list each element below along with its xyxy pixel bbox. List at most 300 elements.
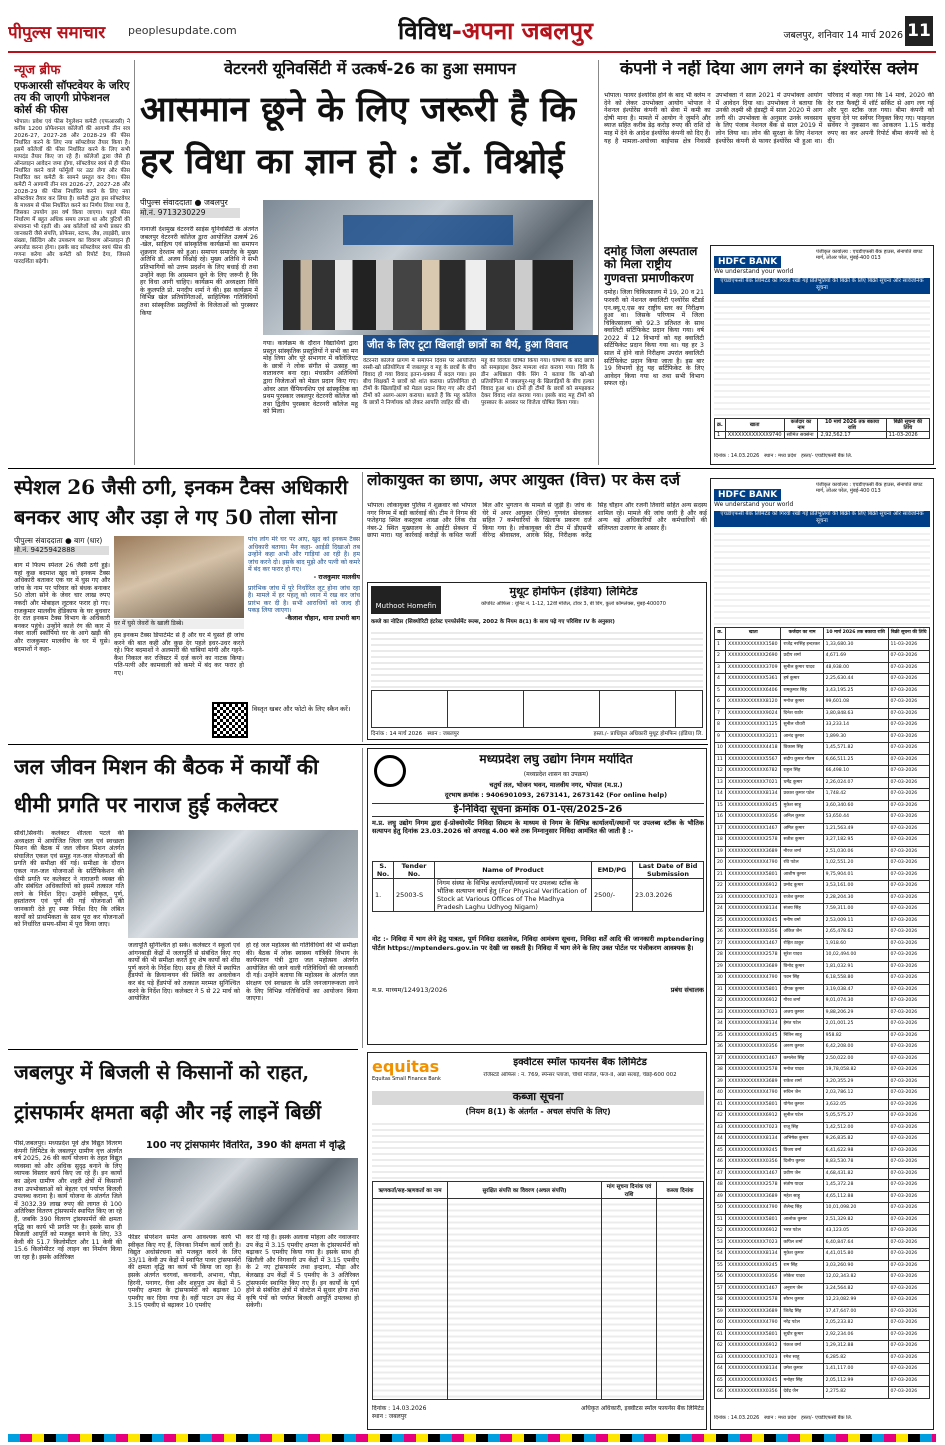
lead-headline: आसमान छूने के लिए जरूरी है कि हर विधा का ज्ञान हो : डॉ. विश्नोई: [140, 89, 577, 182]
table-cell: XXXXXXXXXXXX9245: [726, 1030, 781, 1042]
table-cell: 27: [715, 938, 726, 950]
insurance-body: भोपाल। फायर इंश्योरेंस होने के बाद भी क्लेम न देने को लेकर उपभोक्ता आयोग भोपाल ने नेशनल इंश्योरेंस कंपनी को सेवा में कमी का दोषी माना है। मामले में आयोग ने जुर्माने और ब्याज सहित करीब डेढ़ करोड़ रुपए की राशि दो माह में देने के आदेश इंश्योरेंस कंपनी को दिए हैं। यह है मामला-अयोध्या बाईपास क्षेत्र निवासी उपभोक्ता ने साल 2021 में उपभोक्ता आयोग में आवेदन दिया था। उपभोक्ता ने बताया कि उनकी लक्ष्मी श्री इंडस्ट्री में साल 2020 में आग लगी थी। उपभोक्ता के अनुसार उनके व्यवसाय के लिए पंजाब नेशनल बैंक से साल 2019 में लोन लिया था। लोन की सुरक्षा के लिए नेशनल इंश्योरेंस कंपनी से फायर इंश्योरेंस भी हुआ था। परिवाद में कहा गया कि 14 मार्च, 2020 की देर रात फैक्ट्री में शॉर्ट सर्किट से आग लग गई और पूरा स्टॉक जल गया। बीमा कंपनी को सूचना देने पर सर्वेयर नियुक्त किए गए। फाइनल सर्वेयर ने नुकसान का आकलन 1.15 करोड़ रुपए का कर अपनी रिपोर्ट बीमा कंपनी को दे दी।: [604, 92, 934, 145]
hdfc-body-1: [714, 296, 930, 416]
table-cell: 1,41,117.00: [823, 1364, 888, 1376]
hdfc2-h2: कर्जदार का नाम: [781, 628, 823, 640]
table-cell: 7,59,311.00: [823, 904, 888, 916]
electricity-headline: जबलपुर में बिजली से किसानों को राहत, ट्रांसफार्मर क्षमता बढ़ी और नई लाइनें बिछीं: [14, 1060, 322, 1124]
table-row: [715, 1329, 930, 1341]
table-cell: XXXXXXXXXXXX3211: [726, 731, 781, 743]
table-cell: 07-03-2026: [888, 881, 930, 893]
table-cell: XXXXXXXXXXXX1467: [726, 938, 781, 950]
table-cell: सुरेश यादव: [781, 950, 823, 962]
table-cell: XXXXXXXXXXXX2578: [726, 950, 781, 962]
water-body-3: हो रहे जल महोत्सव की गतिविधियों की भी समीक्षा की। बैठक में लोक स्वास्थ्य यांत्रिकी विभाग के कार्यपालन यंत्री द्वारा जल महोत्सव अंतर्गत आयोजित की जाने वाली गतिविधियों की जानकारी दी गई। उन्होंने बताया कि महोत्सव के अंतर्गत जल संरक्षण एवं स्वच्छता के प्रति जनजागरूकता लाने के लिए विभिन्न गतिविधियों का आयोजन किया जाएगा।: [246, 942, 358, 1003]
lead-body-2: गया। कार्यक्रम के दौरान विद्यार्थियों द्वारा प्रस्तुत सांस्कृतिक प्रस्तुतियों ने सभी का मन मोह लिया और पूरे सभागार में कॉलेजिएट के छात्रों ने लोक संगीत से उत्साह का वातावरण बना रहा। मंचासीन अतिथियों द्वारा विजेताओं को मेडल प्रदान किए गए। ओवर आल चैंपियनशिप एवं सांस्कृतिक का प्रथम पुरस्कार जबलपुर वेटरनरी कॉलेज को तथा द्वितीय पुरस्कार वेटरनरी कॉलेज महू को मिला।: [263, 340, 358, 416]
page-number: 11: [905, 16, 933, 46]
mplun-tender: [367, 748, 707, 1045]
table-cell: रोहित ठाकुर: [781, 938, 823, 950]
table-cell: 60: [715, 1318, 726, 1330]
table-row: [715, 731, 930, 743]
equitas-h2: मांग सूचना दिनांक एवं राशि: [602, 1182, 657, 1199]
table-cell: प्रदीप शर्मा: [781, 651, 823, 663]
table-cell: 50: [715, 1203, 726, 1215]
table-cell: 13: [715, 777, 726, 789]
table-cell: 63: [715, 1352, 726, 1364]
table-row: [715, 1053, 930, 1065]
table-row: [715, 697, 930, 709]
table-cell: 07-03-2026: [888, 651, 930, 663]
table-row: [715, 1318, 930, 1330]
table-cell: 07-03-2026: [888, 1306, 930, 1318]
table-row: [715, 1191, 930, 1203]
section-rule-3: [8, 1049, 358, 1050]
table-cell: संतोष यादव: [781, 1180, 823, 1192]
table-cell: 07-03-2026: [888, 950, 930, 962]
table-cell: 07-03-2026: [888, 1352, 930, 1364]
table-cell: नीरज शर्मा: [781, 846, 823, 858]
lead-sub-body-1: वेटरनरी कॉलेज प्रांगण में समापन दिवस पर आयोजित रस्सी-खो प्रतियोगिता में जबलपुर व महू के छात्रों के बीच विवाद हो गया विवाद इतना-धक्का में बदल गया। इस बीच शिक्षकों ने छात्रों को शांत कराया। प्रतियोगिता दो टीमों के खिलाड़ियों को मेडल प्रदान किए गए और दोनों टीमों को अलग-अलग कराया। बताते हैं कि महू कॉलेज के छात्रों ने निर्णायक को लेकर आपत्ति जाहिर की थी।: [363, 358, 476, 406]
mplun-sub: (मध्यप्रदेश शासन का उपक्रम): [523, 771, 589, 778]
table-cell: 33: [715, 1007, 726, 1019]
equitas-h3: कब्जा दिनांक: [657, 1182, 704, 1199]
table-cell: 07-03-2026: [888, 754, 930, 766]
table-cell: 52: [715, 1226, 726, 1238]
table-cell: 07-03-2026: [888, 996, 930, 1008]
table-cell: 41: [715, 1099, 726, 1111]
table-row: [715, 1076, 930, 1088]
table-cell: 07-03-2026: [888, 731, 930, 743]
fraud-body-2: हम इनकम टैक्स डिपार्टमेंट से है और घर में घुसते ही जांच करने की बात कही और कुछ देर पहले इधर-उधर करते रहे। फिर बदमाशों ने अलमारी की चाबियां मांगी और गहने-कैश निकाल कर रजिस्टर में दर्ज करने का नाटक किया। पति-पत्नी और कामवाली को कमरे में बंद कर फरार हो गए।: [114, 632, 244, 677]
hdfc-notice-1: [710, 245, 934, 465]
table-cell: 17: [715, 823, 726, 835]
table-cell: राजू सिंह: [781, 1122, 823, 1134]
table-cell: XXXXXXXXXXXX9245: [726, 800, 781, 812]
equitas-title: इक्वीटस स्मॉल फायनेंस बैंक लिमिटेड: [513, 1057, 647, 1068]
equitas-logo: [372, 1057, 452, 1087]
site-url[interactable]: peoplesupdate.com: [128, 24, 237, 37]
table-cell: महेश साहू: [781, 1191, 823, 1203]
hdfc-body-2: [714, 529, 930, 625]
table-cell: XXXXXXXXXXXX5801: [726, 1099, 781, 1111]
table-cell: 28: [715, 950, 726, 962]
table-cell: दिलीप कुमार: [781, 1157, 823, 1169]
table-cell: मनोज यादव: [781, 1065, 823, 1077]
table-cell: गौरव शर्मा: [781, 996, 823, 1008]
table-row: [715, 1180, 930, 1192]
table-cell: 2,03,786.12: [823, 1088, 888, 1100]
table-cell: XXXXXXXXXXXX2578: [726, 1295, 781, 1307]
table-cell: XXXXXXXXXXXX6912: [726, 1111, 781, 1123]
table-cell: 3,632.05: [823, 1099, 888, 1111]
table-cell: 2,53,009.11: [823, 915, 888, 927]
table-cell: XXXXXXXXXXXX9245: [726, 1260, 781, 1272]
table-row: [715, 766, 930, 778]
stage-banner: [343, 215, 513, 245]
table-cell: 1,899.30: [823, 731, 888, 743]
table-cell: 6,285.82: [823, 1352, 888, 1364]
table-cell: 62: [715, 1341, 726, 1353]
table-cell: पवन सिंह: [781, 973, 823, 985]
hdfc-address-1: पंजीकृत कार्यालय : एचडीएफसी बैंक हाउस, सेनापति बापट मार्ग, लोअर परेल, मुंबई-400 013: [816, 249, 923, 261]
table-cell: 45: [715, 1145, 726, 1157]
table-row: [715, 869, 930, 881]
table-cell: 26: [715, 927, 726, 939]
masthead: [8, 14, 938, 54]
table-row: [715, 1088, 930, 1100]
table-row: [715, 1157, 930, 1169]
hdfc2-h3: 10 मार्च 2026 तक बकाया राशि: [823, 628, 888, 640]
table-cell: 07-03-2026: [888, 835, 930, 847]
table-cell: 25003-S: [394, 879, 435, 912]
table-cell: दिनेश राठौर: [781, 708, 823, 720]
section-sub: -अपना जबलपुर: [451, 17, 593, 45]
table-row: [715, 1352, 930, 1364]
table-row: [715, 984, 930, 996]
table-cell: XXXXXXXXXXXX7021: [726, 777, 781, 789]
table-cell: 14: [715, 789, 726, 801]
table-row: [715, 927, 930, 939]
table-cell: आशीष कुमार: [781, 869, 823, 881]
table-cell: 9,75,904.01: [823, 869, 888, 881]
table-row: [715, 432, 930, 439]
mplun-h4: Last Date of Bid Submission: [633, 862, 704, 879]
table-cell: XXXXXXXXXXXX1125: [726, 720, 781, 732]
brief-body: भोपाल। प्रवेश एवं फीस रेगुलेशन कमेटी (एफआरसी) ने करीब 1200 प्रोफेशनल कॉलेजों की आगामी तीन सत्र 2026-27, 2027-28 और 2028-29 की फीस निर्धारित करने के लिए नया सॉफ्टवेयर तैयार किया है। इसमें कॉलेजों की फीस निर्धारित करने के लिए सभी मापदंड तैयार किए जा रहे हैं। कॉलेजों द्वारा जैसे ही ऑनलाइन आवेदन जमा होगा, सॉफ्टवेयर स्वयं से ही फीस निर्धारित करने वाले फॉर्मूलों पर उठा लेगा और फीस निर्धारित कर कमेटी के सामने प्रस्तुत कर देगा। फीस कमेटी ने आगामी तीन सत्र 2026-27, 2027-28 और 2028-29 की फीस निर्धारित करने के लिए नया सॉफ्टवेयर तैयार कर लिया है। कमेटी द्वारा इस सॉफ्टवेयर के माध्यम से फीस निर्धारित करने का निर्णय लिया गया है, जिसका उपयोग इस वर्ष किया जाएगा। पहले फीस निर्धारण में बहुत अधिक समय लगता था और त्रुटियों की संभावना भी रहती थी। अब कॉलेजों को सभी प्रकार की जानकारी जैसे संपत्ति, प्रोफेसर, स्टाफ, लैब, लाइब्रेरी, छात्र संख्या, बिल्डिंग और उपकरण का विवरण ऑनलाइन ही अपलोड करना होगा। इसके बाद सॉफ्टवेयर स्वयं फीस की गणना करेगा और कमेटी को रिपोर्ट देगा, जिससे पारदर्शिता बढ़ेगी।: [14, 119, 130, 266]
table-row: [715, 789, 930, 801]
table-row: [715, 639, 930, 651]
table-cell: 9,88,206.29: [823, 1007, 888, 1019]
table-cell: XXXXXXXXXXXX6912: [726, 1226, 781, 1238]
table-row: [373, 879, 704, 912]
section-main: विविध: [398, 17, 452, 45]
fraud-bullet-1: पांच लोग मेरे घर पर आए, खुद को इनकम टैक्स अधिकारी बताया। मैन कहा- आईडी दिखाओ तब उन्होंने कहा अभी और गाड़ियां आ रही है। हम जांच करने दो। इसके बाद मुझे और पत्नी को कमरे में बंद कर फरार हो गए।: [248, 536, 360, 574]
mplun-h0: S. No.: [373, 862, 394, 879]
table-cell: 12,02,343.82: [823, 1272, 888, 1284]
col-rule-4: [362, 748, 363, 1048]
table-cell: 56: [715, 1272, 726, 1284]
table-cell: 16: [715, 812, 726, 824]
table-cell: 07-03-2026: [888, 938, 930, 950]
table-row: [715, 1168, 930, 1180]
table-cell: 1,42,512.00: [823, 1122, 888, 1134]
table-row: [715, 892, 930, 904]
table-cell: देवेंद्र जैन: [781, 1387, 823, 1399]
table-cell: 07-03-2026: [888, 789, 930, 801]
table-cell: लोकेश यादव: [781, 1272, 823, 1284]
equitas-place: स्थान : जबलपुर: [372, 1413, 407, 1420]
table-cell: 19,78,058.82: [823, 1065, 888, 1077]
table-cell: राजेंद्र नरसिंह इन्दरकर: [781, 639, 823, 651]
table-cell: 07-03-2026: [888, 823, 930, 835]
table-cell: 22: [715, 881, 726, 893]
hdfc-tagline-1: We understand your world: [714, 268, 794, 275]
table-row: [715, 1260, 930, 1272]
table-row: [715, 1341, 930, 1353]
dateline: जबलपुर, शनिवार 14 मार्च 2026: [783, 30, 903, 41]
lead-byline: पीपुल्स संवाददाता: [140, 198, 192, 207]
table-cell: 07-03-2026: [888, 1099, 930, 1111]
hdfc1-place: स्थान : मध्य प्रदेश: [764, 453, 797, 459]
fraud-photo: [114, 536, 244, 618]
table-cell: XXXXXXXXXXXX0356: [726, 1387, 781, 1399]
masthead-rule: [8, 51, 936, 53]
equitas-notice: [367, 1052, 707, 1430]
fraud-byline-box: पीपुल्स संवाददाता ● बाग (धार) मो.नं. 9425942888: [14, 536, 154, 560]
hdfc1-h0: क्र.: [715, 419, 726, 432]
table-cell: 6,42,208.00: [823, 1042, 888, 1054]
table-cell: 21: [715, 869, 726, 881]
table-cell: 4,68,431.82: [823, 1168, 888, 1180]
table-cell: 07-03-2026: [888, 1191, 930, 1203]
water-body-1: सीधी,सिवनी। कलेक्टर शीतला पटले की अध्यक्षता में आयोजित जिला जल एवं स्वच्छता मिशन की बैठक में जल जीवन मिशन अंतर्गत संचालित एकल एवं समूह नल-जल योजनाओं की प्रगति की समीक्षा की गई। समीक्षा के दौरान एकल नल-जल योजनाओं के सर्टिफिकेशन की धीमी प्रगति पर कलेक्टर ने नाराजगी व्यक्त की और संबंधित अधिकारियों को इसमें तत्काल गति लाने के निर्देश दिए। उन्होंने स्वीकृत, पूर्ण, हस्तांतरण एवं पूर्ण की गई योजनाओं की जानकारी देते हुए स्पष्ट निर्देश दिए कि लंबित कार्यों को प्राथमिकता के साथ पूरा कर योजनाओं को निर्धारित समय-सीमा में पूरा किया जाए।: [14, 830, 124, 929]
table-row: [715, 1295, 930, 1307]
section-title: [398, 14, 618, 48]
table-cell: अंकित जैन: [781, 927, 823, 939]
table-cell: अमित कुमार: [781, 823, 823, 835]
fraud-mobile: मो.नं. 9425942888: [14, 546, 109, 555]
table-cell: 31: [715, 984, 726, 996]
table-cell: XXXXXXXXXXXX3689: [726, 1306, 781, 1318]
hdfc2-place: स्थान : मध्य प्रदेश: [764, 1415, 797, 1421]
table-cell: XXXXXXXXXXXX3689: [726, 1191, 781, 1203]
table-cell: शैलेन्द्र सिंह: [781, 1203, 823, 1215]
hdfc-notice-title-1: एचडीएफसी बैंक लिमिटेड को गिरवी रखी गई प्रतिभूतियों की बिक्री के लिए बिक्री सूचना और सार्वजनिक सूचना: [714, 278, 930, 294]
table-cell: मनोज कुमार: [781, 697, 823, 709]
table-cell: XXXXXXXXXXXX5801: [726, 869, 781, 881]
table-cell: 29: [715, 961, 726, 973]
table-cell: विजय वर्मा: [781, 1145, 823, 1157]
hdfc2-h1: खाता: [726, 628, 781, 640]
table-row: [715, 651, 930, 663]
table-cell: 3,53,161.00: [823, 881, 888, 893]
qr-code[interactable]: [212, 702, 248, 738]
hdfc2-h4: बिक्री सूचना की तिथि: [888, 628, 930, 640]
people-row: [283, 260, 573, 330]
table-cell: 958.82: [823, 1030, 888, 1042]
table-cell: 2,275.82: [823, 1387, 888, 1399]
muthoot-place: स्थान : जबलपुर: [427, 731, 460, 737]
table-cell: अनिल कुमार: [781, 812, 823, 824]
table-cell: 57: [715, 1283, 726, 1295]
table-cell: 6: [715, 697, 726, 709]
table-row: [715, 1030, 930, 1042]
lead-photo: [263, 200, 593, 335]
hdfc1-h4: बिक्री सूचना की तिथि: [886, 419, 929, 432]
table-cell: विकास सिंह: [781, 743, 823, 755]
mplun-ref: म.प्र. माध्यम/124913/2026: [372, 986, 448, 994]
table-cell: 44: [715, 1134, 726, 1146]
table-cell: 07-03-2026: [888, 1145, 930, 1157]
table-cell: 1,21,563.49: [823, 823, 888, 835]
table-cell: 43,123.05: [823, 1226, 888, 1238]
table-cell: 47: [715, 1168, 726, 1180]
equitas-brand: equitas: [372, 1057, 440, 1076]
table-cell: 1,45,571.82: [823, 743, 888, 755]
table-cell: XXXXXXXXXXXX9740: [725, 432, 784, 439]
table-cell: 07-03-2026: [888, 1053, 930, 1065]
table-cell: 07-03-2026: [888, 812, 930, 824]
table-cell: [657, 1199, 704, 1400]
insurance-headline: कंपनी ने नहीं दिया आग लगने का इंश्योरेंस क्लेम: [619, 60, 919, 79]
mplun-note: नोट :- निविदा में भाग लेने हेतु पात्रता, पूर्ण निविदा दस्तावेज, निविदा आमंत्रण सूचना, निविदा शर्तें आदि की जानकारी mptendering पोर्टल https://mptenders.gov.in पर देखी जा सकती है। निविदा में भाग लेने के लिए उक्त पोर्टल पर पंजीकरण आवश्यक है।: [372, 935, 704, 952]
muthoot-notice: [367, 582, 707, 740]
table-cell: नितिन साहू: [781, 1030, 823, 1042]
hospital-headline: दमोह जिला अस्पताल को मिला राष्ट्रीय गुणवत्ता प्रमाणीकरण: [604, 245, 698, 285]
table-cell: 10,01,098.20: [823, 1203, 888, 1215]
table-cell: 54: [715, 1249, 726, 1261]
table-cell: 11-03-2026: [888, 639, 930, 651]
table-row: [715, 1145, 930, 1157]
table-cell: 15: [715, 800, 726, 812]
table-cell: रामकुमार सिंह: [781, 685, 823, 697]
table-cell: XXXXXXXXXXXX4790: [726, 858, 781, 870]
table-cell: XXXXXXXXXXXX0356: [726, 812, 781, 824]
table-cell: 51: [715, 1214, 726, 1226]
table-cell: XXXXXXXXXXXX9245: [726, 1375, 781, 1387]
table-row: [715, 1283, 930, 1295]
fraud-bullet-1-by: - राजकुमार मालवीय: [313, 573, 360, 581]
table-cell: 64: [715, 1364, 726, 1376]
table-cell: XXXXXXXXXXXX7023: [726, 1122, 781, 1134]
table-row: [715, 812, 930, 824]
table-row: [715, 1272, 930, 1284]
table-cell: XXXXXXXXXXXX6782: [726, 766, 781, 778]
hospital-story: [604, 245, 704, 465]
table-cell: XXXXXXXXXXXX3689: [726, 1076, 781, 1088]
table-cell: सौरभ कुमार: [781, 1295, 823, 1307]
table-cell: XXXXXXXXXXXX4790: [726, 1088, 781, 1100]
table-cell: 07-03-2026: [888, 869, 930, 881]
col-rule-2: [598, 60, 599, 465]
table-cell: 07-03-2026: [888, 1088, 930, 1100]
table-cell: XXXXXXXXXXXX4790: [726, 973, 781, 985]
table-cell: 07-03-2026: [888, 1030, 930, 1042]
table-cell: 2,26,024.07: [823, 777, 888, 789]
table-cell: हर्ष कुमार: [781, 674, 823, 686]
table-row: [715, 1375, 930, 1387]
table-cell: संदीप कुमार गौतम: [781, 754, 823, 766]
table-cell: 6,41,622.98: [823, 1145, 888, 1157]
table-cell: XXXXXXXXXXXX2578: [726, 835, 781, 847]
table-cell: 07-03-2026: [888, 858, 930, 870]
electricity-kicker: 100 नए ट्रांसफार्मर विंतरित, 390 की क्षमता में वृद्धि: [145, 1140, 346, 1151]
table-cell: 2,51,329.82: [823, 1214, 888, 1226]
table-row: [715, 1203, 930, 1215]
table-cell: 07-03-2026: [888, 697, 930, 709]
table-row: [715, 1122, 930, 1134]
table-cell: 07-03-2026: [888, 904, 930, 916]
table-cell: XXXXXXXXXXXX8134: [726, 789, 781, 801]
table-row: [715, 823, 930, 835]
table-cell: भरत पटेल: [781, 1226, 823, 1238]
table-row: [715, 1249, 930, 1261]
table-cell: 1,45,372.28: [823, 1180, 888, 1192]
table-cell: XXXXXXXXXXXX2578: [726, 1065, 781, 1077]
table-cell: 07-03-2026: [888, 1226, 930, 1238]
table-cell: 19: [715, 846, 726, 858]
table-cell: 07-03-2026: [888, 800, 930, 812]
table-cell: 07-03-2026: [888, 973, 930, 985]
news-brief: [14, 60, 130, 465]
mplun-sign: प्रबंध संचालक: [670, 986, 704, 994]
table-cell: 99,601.08: [823, 697, 888, 709]
table-cell: XXXXXXXXXXXX5801: [726, 1329, 781, 1341]
table-cell: 66,498.10: [823, 766, 888, 778]
table-cell: 07-03-2026: [888, 1157, 930, 1169]
fraud-headline: स्पेशल 26 जैसी ठगी, इनकम टैक्स अधिकारी बनकर आए और उड़ा ले गए 50 तोला सोना: [14, 475, 348, 529]
table-cell: 53,650.44: [823, 812, 888, 824]
table-cell: 4: [715, 674, 726, 686]
table-cell: XXXXXXXXXXXX8134: [726, 1019, 781, 1031]
table-cell: 07-03-2026: [888, 1260, 930, 1272]
table-cell: रवि पटेल: [781, 858, 823, 870]
table-cell: XXXXXXXXXXXX8134: [726, 1364, 781, 1376]
table-cell: 2,51,030.06: [823, 846, 888, 858]
table-cell: XXXXXXXXXXXX9245: [726, 915, 781, 927]
table-cell: संजय सिंह: [781, 904, 823, 916]
table-row: [715, 904, 930, 916]
fraud-bullet-2-by: -कैलाश चौहान, थाना प्रभारी बाग: [285, 614, 360, 622]
table-cell: निगम संस्था के विभिन्न कार्यालयों/स्थानों पर उपलब्ध स्टॉक के भौतिक सत्यापन कार्य हेतु (For Physical Verification of Stock at Various Offices of The Madhya Pradesh Laghu Udhyog Nigam): [435, 879, 592, 912]
table-cell: 4,671.69: [823, 651, 888, 663]
table-row: [715, 754, 930, 766]
table-cell: मनोहर सिंह: [781, 1375, 823, 1387]
table-cell: कमलेश सिंह: [781, 1053, 823, 1065]
lead-sub-headline: जीत के लिए टूटा खिलाड़ी छात्रों का धैर्य, हुआ विवाद: [363, 335, 598, 355]
table-cell: 2: [715, 651, 726, 663]
table-cell: हेमंत पटेल: [781, 1019, 823, 1031]
electricity-photo: [128, 1158, 358, 1230]
hospital-body: दमोह। जिला चिकित्सालय में 19, 20 व 21 फरवरी को नेशनल क्वालिटी एश्योरेंस स्टैंडर्ड एन.क्यू.ए.एस का राष्ट्रीय स्तर का निरीक्षण हुआ था। जिसके परिणाम में जिला चिकित्सालय को 92.3 प्रतिशत के साथ क्वालिटी सर्टिफिकेट प्रदान किया गया। वर्ष 2022 में 12 विभागों को यह क्वालिटी सर्टिफिकेट प्रदान किया गया था। यह हर 3 साल में होने वाले निरीक्षण उपरांत क्वालिटी सर्टिफिकेट प्रदान किया जाता है। इस बार 19 विभागों हेतु यह सर्टिफिकेट के लिए आवेदन किया गया था तथा सभी विभाग सफल रहे।: [604, 289, 704, 388]
mplun-phone: दूरभाष क्रमांक : 9406901093, 2673141, 2673142 (For online help): [444, 791, 668, 799]
lead-byline-box: पीपुल्स संवाददाता ● जबलपुर मो.नं. 9713230229: [140, 197, 340, 223]
table-cell: XXXXXXXXXXXX3689: [726, 961, 781, 973]
table-cell: 07-03-2026: [888, 1387, 930, 1399]
table-row: [715, 996, 930, 1008]
table-cell: 8: [715, 720, 726, 732]
table-cell: [602, 1199, 657, 1400]
table-cell: नरेंद्र पटेल: [781, 1318, 823, 1330]
table-cell: 07-03-2026: [888, 1076, 930, 1088]
table-cell: 3,27,182.95: [823, 835, 888, 847]
table-row: [715, 881, 930, 893]
table-cell: 10,02,494.00: [823, 950, 888, 962]
table-cell: 2,25,630.44: [823, 674, 888, 686]
table-cell: XXXXXXXXXXXX0356: [726, 927, 781, 939]
table-cell: XXXXXXXXXXXX8120: [726, 697, 781, 709]
hdfc-table-2: [714, 627, 930, 1399]
table-row: [715, 950, 930, 962]
table-cell: XXXXXXXXXXXX0356: [726, 1272, 781, 1284]
muthoot-address: कॉर्पोरेट ऑफिस : यूनिट नं. 1-12, 12वीं मंजिल, टॉवर 3, बी विंग, कुर्ला कॉम्प्लेक्स, मुंबई-400070: [481, 601, 666, 607]
table-cell: 2,28,204.30: [823, 892, 888, 904]
table-cell: राजेश कुमार: [781, 892, 823, 904]
table-row: [715, 800, 930, 812]
table-cell: 23: [715, 892, 726, 904]
table-cell: 1,748.42: [823, 789, 888, 801]
table-cell: 35: [715, 1030, 726, 1042]
table-cell: 2,92,562.17: [818, 432, 886, 439]
table-cell: 6,18,558.80: [823, 973, 888, 985]
table-cell: 07-03-2026: [888, 984, 930, 996]
muthoot-title: मुथूट होमफिन (इंडिया) लिमिटेड: [509, 586, 638, 598]
table-cell: 07-03-2026: [888, 766, 930, 778]
table-cell: 07-03-2026: [888, 927, 930, 939]
table-cell: आनंद कुमार: [781, 731, 823, 743]
table-cell: राकेश शर्मा: [781, 1076, 823, 1088]
table-cell: 61: [715, 1329, 726, 1341]
